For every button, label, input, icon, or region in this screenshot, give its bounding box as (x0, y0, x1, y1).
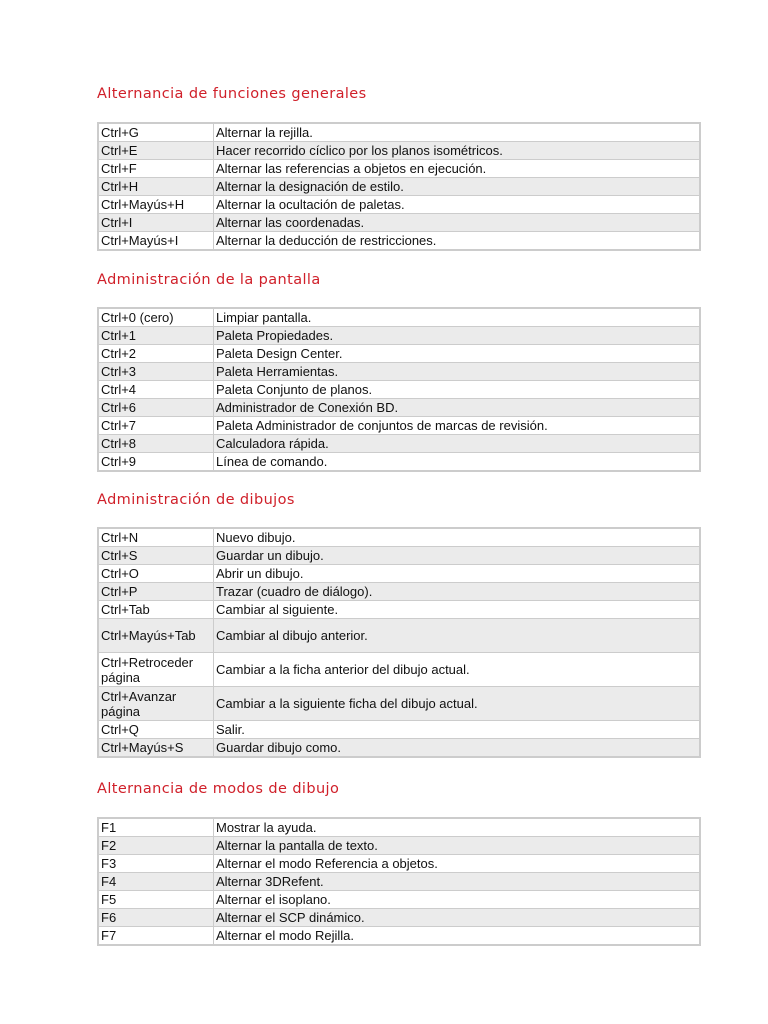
shortcut-key: F7 (99, 927, 214, 944)
section-title: Administración de la pantalla (97, 272, 321, 288)
shortcut-description: Guardar dibujo como. (214, 739, 699, 756)
table-row (99, 363, 699, 381)
shortcut-key: Ctrl+Mayús+Tab (99, 619, 214, 653)
shortcut-description: Administrador de Conexión BD. (214, 399, 699, 417)
shortcut-description: Alternar la ocultación de paletas. (214, 196, 699, 214)
table-row (99, 345, 699, 363)
shortcut-key: F2 (99, 837, 214, 855)
shortcut-description: Alternar las coordenadas. (214, 214, 699, 232)
shortcut-description: Mostrar la ayuda. (214, 819, 699, 837)
table-row (99, 873, 699, 891)
shortcut-description: Paleta Design Center. (214, 345, 699, 363)
shortcut-key: Ctrl+E (99, 142, 214, 160)
shortcut-description: Alternar la pantalla de texto. (214, 837, 699, 855)
table-row (99, 909, 699, 927)
section-title: Administración de dibujos (97, 492, 295, 508)
shortcut-key: Ctrl+7 (99, 417, 214, 435)
shortcut-key: Ctrl+6 (99, 399, 214, 417)
shortcut-description: Alternar las referencias a objetos en ejecución. (214, 160, 699, 178)
shortcut-description: Cambiar al dibujo anterior. (214, 619, 699, 653)
shortcut-description: Paleta Conjunto de planos. (214, 381, 699, 399)
shortcut-description: Cambiar a la ficha anterior del dibujo actual. (214, 653, 699, 687)
table-row (99, 160, 699, 178)
shortcut-description: Alternar la rejilla. (214, 124, 699, 142)
shortcut-key: Ctrl+G (99, 124, 214, 142)
shortcut-key: Ctrl+9 (99, 453, 214, 470)
shortcut-key: Ctrl+Avanzar página (99, 687, 214, 721)
shortcut-description: Guardar un dibujo. (214, 547, 699, 565)
table-row (99, 721, 699, 739)
table-row (99, 142, 699, 160)
section-screen-management (97, 270, 701, 469)
shortcut-description: Alternar el modo Referencia a objetos. (214, 855, 699, 873)
shortcut-key: Ctrl+4 (99, 381, 214, 399)
shortcut-table (97, 817, 701, 946)
shortcut-description: Cambiar a la siguiente ficha del dibujo actual. (214, 687, 699, 721)
shortcut-description: Alternar el isoplano. (214, 891, 699, 909)
shortcut-key: Ctrl+P (99, 583, 214, 601)
table-row (99, 178, 699, 196)
shortcut-table (97, 122, 701, 251)
shortcut-key: Ctrl+1 (99, 327, 214, 345)
table-row (99, 417, 699, 435)
table-row (99, 214, 699, 232)
shortcut-key: F5 (99, 891, 214, 909)
shortcut-key: Ctrl+I (99, 214, 214, 232)
shortcut-key: Ctrl+H (99, 178, 214, 196)
table-row (99, 399, 699, 417)
table-row (99, 435, 699, 453)
shortcut-description: Alternar la deducción de restricciones. (216, 233, 437, 248)
table-row (99, 819, 699, 837)
shortcut-key: Ctrl+O (99, 565, 214, 583)
table-row (99, 232, 699, 249)
table-row (99, 927, 699, 944)
table-row (99, 124, 699, 142)
shortcut-key: Ctrl+Q (99, 721, 214, 739)
table-row (99, 529, 699, 547)
shortcut-description: Alternar el SCP dinámico. (214, 909, 699, 927)
shortcut-key: Ctrl+3 (99, 363, 214, 381)
shortcut-description: Alternar 3DRefent. (214, 873, 699, 891)
shortcut-description: Limpiar pantalla. (214, 309, 699, 327)
shortcut-key: Ctrl+S (99, 547, 214, 565)
shortcut-key: Ctrl+0 (cero) (99, 309, 214, 327)
shortcut-key: Ctrl+Tab (99, 601, 214, 619)
table-row (99, 327, 699, 345)
table-row (99, 381, 699, 399)
shortcut-key: F4 (99, 873, 214, 891)
shortcut-description: Abrir un dibujo. (214, 565, 699, 583)
shortcut-description: Paleta Herramientas. (214, 363, 699, 381)
shortcut-description: Nuevo dibujo. (214, 529, 699, 547)
shortcut-description: Calculadora rápida. (214, 435, 699, 453)
shortcut-key: F3 (99, 855, 214, 873)
shortcut-key: Ctrl+Mayús+S (99, 739, 214, 756)
section-drawing-modes (97, 779, 701, 943)
table-row (99, 583, 699, 601)
shortcut-description: Trazar (cuadro de diálogo). (214, 583, 699, 601)
section-title: Alternancia de funciones generales (97, 86, 367, 102)
shortcut-key: Ctrl+F (99, 160, 214, 178)
table-row (99, 565, 699, 583)
shortcut-key: Ctrl+8 (99, 435, 214, 453)
table-row (99, 547, 699, 565)
section-general-toggles (97, 84, 701, 248)
shortcut-description: Línea de comando. (216, 454, 328, 469)
shortcut-key: Ctrl+N (99, 529, 214, 547)
shortcut-key: Ctrl+Retroceder página (99, 653, 214, 687)
table-row (99, 309, 699, 327)
shortcut-key: Ctrl+Mayús+I (99, 232, 214, 249)
table-row (99, 601, 699, 619)
table-row (99, 687, 699, 721)
table-row (99, 837, 699, 855)
section-title: Alternancia de modos de dibujo (97, 781, 340, 797)
shortcut-key: Ctrl+Mayús+H (99, 196, 214, 214)
shortcut-description: Hacer recorrido cíclico por los planos isométricos. (214, 142, 699, 160)
shortcut-table (97, 307, 701, 472)
table-row (99, 739, 699, 756)
table-row (99, 891, 699, 909)
shortcut-description: Cambiar al siguiente. (214, 601, 699, 619)
table-row (99, 653, 699, 687)
table-row (99, 619, 699, 653)
shortcut-description: Paleta Propiedades. (214, 327, 699, 345)
shortcut-description: Alternar la designación de estilo. (214, 178, 699, 196)
shortcut-description: Alternar el modo Rejilla. (216, 928, 355, 943)
shortcut-description: Paleta Administrador de conjuntos de marcas de revisión. (214, 417, 699, 435)
table-row (99, 855, 699, 873)
shortcut-description: Salir. (214, 721, 699, 739)
shortcut-key: F1 (99, 819, 214, 837)
shortcut-key: Ctrl+2 (99, 345, 214, 363)
table-row (99, 453, 699, 470)
section-drawing-management (97, 490, 701, 755)
shortcut-key: F6 (99, 909, 214, 927)
shortcut-table (97, 527, 701, 758)
table-row (99, 196, 699, 214)
